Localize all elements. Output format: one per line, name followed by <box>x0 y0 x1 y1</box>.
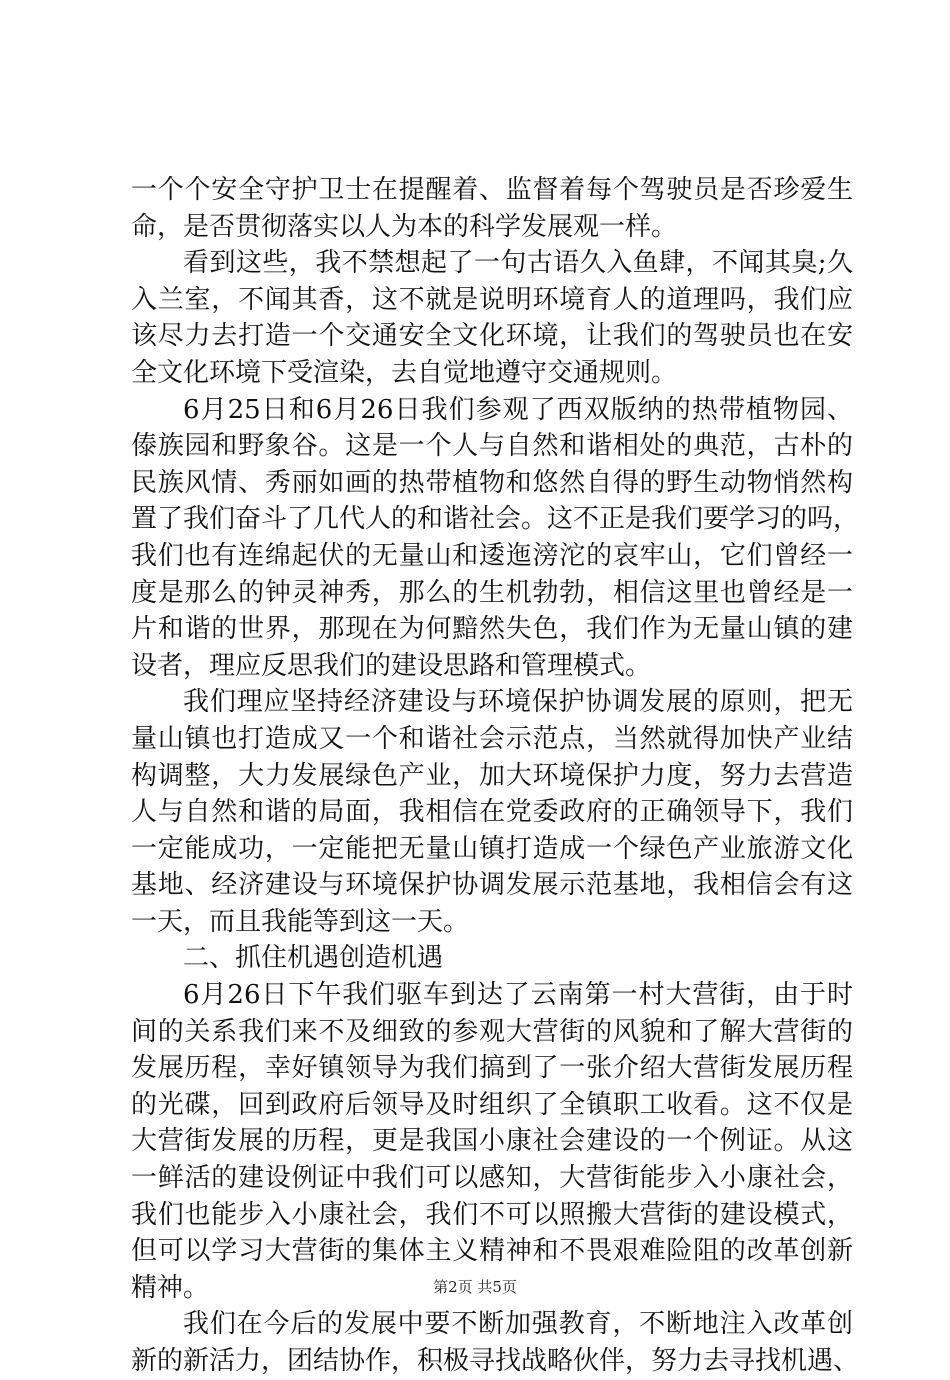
text-line: 构调整，大力发展绿色产业，加大环境保护力度，努力去营造 <box>131 760 853 791</box>
text-line: 一天，而且我能等到这一天。 <box>131 906 470 937</box>
text-line: 傣族园和野象谷。这是一个人与自然和谐相处的典范，古朴的 <box>131 431 853 462</box>
text-line: 民族风情、秀丽如画的热带植物和悠然自得的野生动物悄然构 <box>131 467 853 498</box>
text-line: 一鲜活的建设例证中我们可以感知，大营街能步入小康社会， <box>131 1163 853 1194</box>
paragraph <box>131 977 853 1306</box>
text-line: 我们理应坚持经济建设与环境保护协调发展的原则，把无 <box>183 687 853 718</box>
text-line: 该尽力去打造一个交通安全文化环境，让我们的驾驶员也在安 <box>131 321 853 352</box>
paragraph <box>131 172 853 245</box>
text-line: 一个个安全守护卫士在提醒着、监督着每个驾驶员是否珍爱生 <box>131 175 853 205</box>
paragraph <box>131 392 860 685</box>
section-heading <box>131 940 853 977</box>
text-line: 新的新活力，团结协作，积极寻找战略伙伴，努力去寻找机遇、 <box>131 1346 860 1376</box>
text-line: 基地、经济建设与环境保护协调发展示范基地，我相信会有这 <box>131 870 853 901</box>
text-line: 量山镇也打造成又一个和谐社会示范点，当然就得加快产业结 <box>131 723 853 754</box>
text-line: 入兰室，不闻其香，这不就是说明环境育人的道理吗，我们应 <box>131 284 853 315</box>
text-line: 的光碟，回到政府后领导及时组织了全镇职工收看。这不仅是 <box>131 1089 853 1120</box>
paragraph <box>131 1306 860 1379</box>
page-number-footer: 第2页 共5页 <box>433 1278 517 1296</box>
text-line: 命，是否贯彻落实以人为本的科学发展观一样。 <box>131 211 678 242</box>
section-heading-text: 二、抓住机遇创造机遇 <box>183 943 444 974</box>
text-line: 我们在今后的发展中要不断加强教育，不断地注入改革创 <box>183 1309 853 1340</box>
paragraph <box>131 245 853 391</box>
text-line: 设者，理应反思我们的建设思路和管理模式。 <box>131 650 652 681</box>
text-line: 大营街发展的历程，更是我国小康社会建设的一个例证。从这 <box>131 1126 853 1157</box>
text-line: 6月26日下午我们驱车到达了云南第一村大营街，由于时 <box>183 980 853 1011</box>
text-line: 精神。 <box>131 1272 210 1303</box>
text-line: 片和谐的世界，那现在为何黯然失色，我们作为无量山镇的建 <box>131 614 853 645</box>
text-line: 我们也有连绵起伏的无量山和逶迤滂沱的哀牢山，它们曾经一 <box>131 540 853 571</box>
text-line: 一定能成功，一定能把无量山镇打造成一个绿色产业旅游文化 <box>131 833 853 864</box>
text-line: 置了我们奋斗了几代人的和谐社会。这不正是我们要学习的吗， <box>131 504 860 535</box>
document-body <box>131 172 860 1380</box>
text-line: 但可以学习大营街的集体主义精神和不畏艰难险阻的改革创新 <box>131 1236 853 1267</box>
text-line: 间的关系我们来不及细致的参观大营街的风貌和了解大营街的 <box>131 1016 853 1047</box>
text-line: 看到这些，我不禁想起了一句古语久入鱼肆，不闻其臭;久 <box>183 248 853 279</box>
text-line: 6月25日和6月26日我们参观了西双版纳的热带植物园、 <box>183 394 853 425</box>
text-line: 全文化环境下受渲染，去自觉地遵守交通规则。 <box>131 357 678 388</box>
text-line: 度是那么的钟灵神秀，那么的生机勃勃，相信这里也曾经是一 <box>131 577 853 608</box>
text-line: 人与自然和谐的局面，我相信在党委政府的正确领导下，我们 <box>131 797 853 828</box>
paragraph <box>131 684 853 940</box>
text-line: 发展历程，幸好镇领导为我们搞到了一张介绍大营街发展历程 <box>131 1053 853 1084</box>
text-line: 我们也能步入小康社会，我们不可以照搬大营街的建设模式， <box>131 1199 853 1230</box>
